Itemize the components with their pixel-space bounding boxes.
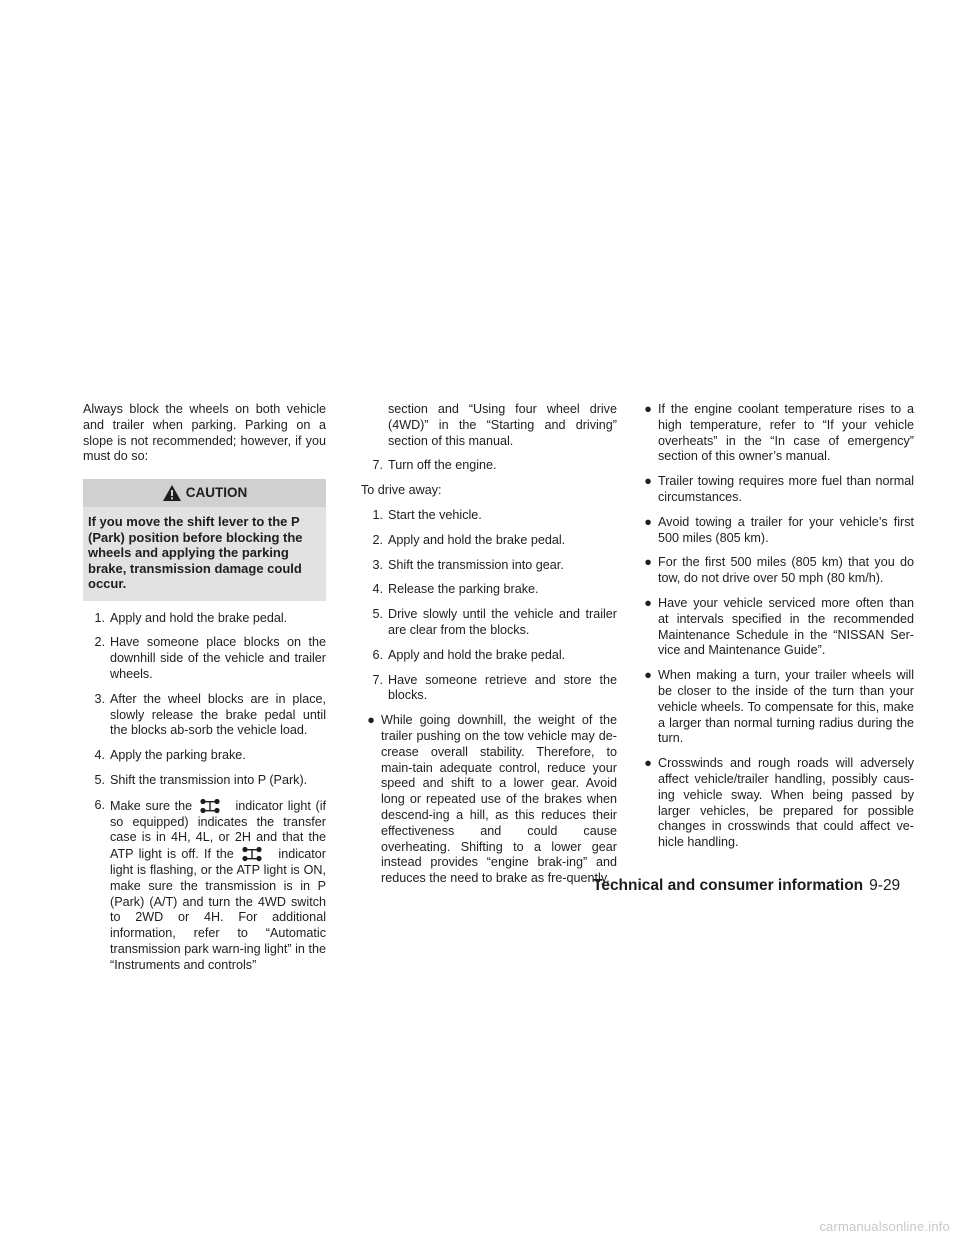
list-item-step-6: 6. Make sure the indicator light (if so equipped) indicates the transfer case is in 4H, 4L, or 2H and that the ATP light is off. If the indicator light is flashing, or the ATP light is ON, make sure the transmission is in P (Park) (A/T) and turn the 4WD switch to 2WD or 4H. For additional information, refer to “Automatic transmission park warn-ing light” in the “Instruments and controls” — [94, 797, 327, 972]
bullet-item: ● Have your vehicle serviced more often than at intervals specified in the recommended Maintenance Schedule in the “NISSAN Ser-vice and Maintenance Guide”. — [638, 596, 914, 659]
list-item: 7. Turn off the engine. — [372, 458, 497, 473]
4wd-indicator-icon — [199, 798, 221, 814]
bullet-icon: ● — [644, 555, 652, 570]
list-item: 3. After the wheel blocks are in place, slowly release the brake pedal until the blocks ab-sorb the vehicle load. — [94, 691, 326, 738]
list-item: 2. Apply and hold the brake pedal. — [372, 532, 566, 547]
list-item: 2. Have someone place blocks on the downhill side of the vehicle and trailer wheels. — [94, 635, 326, 682]
4wd-indicator-icon — [241, 846, 263, 862]
watermark: carmanualsonline.info — [819, 1219, 950, 1234]
bullet-icon: ● — [644, 474, 652, 489]
list-item: 4. Release the parking brake. — [372, 582, 539, 597]
step6-continued: section and “Using four wheel drive (4WD)” in the “Starting and driving” section of this manual. — [388, 402, 617, 448]
parking-steps — [83, 611, 326, 974]
bullet-icon: ● — [367, 713, 375, 728]
step6-part2: indicator light (if so equipped) indicates the transfer case is in 4H, 4L, or 2H and that the ATP light is off. If the — [110, 798, 327, 862]
step6-part1: Make sure the — [110, 798, 193, 813]
drive-away-steps — [361, 508, 617, 704]
list-item: 1. Apply and hold the brake pedal. — [94, 610, 288, 625]
bullet-icon: ● — [644, 595, 652, 610]
list-item: 5. Shift the transmission into P (Park). — [94, 773, 308, 788]
list-item: 1. Start the vehicle. — [372, 507, 482, 522]
column-middle — [361, 402, 617, 896]
bullet-item: ● Avoid towing a trailer for your vehicle’s first 500 miles (805 km). — [638, 515, 914, 547]
caution-box — [83, 479, 326, 601]
column-right — [638, 402, 914, 860]
list-item: 4. Apply the parking brake. — [94, 748, 246, 763]
caution-header — [83, 479, 326, 507]
warning-triangle-icon — [162, 484, 182, 502]
bullet-item: ● When making a turn, your trailer wheels will be closer to the inside of the turn than your vehicle wheels. To compensate for this, make a larger than normal turning radius during the turn. — [638, 668, 914, 747]
column-left — [83, 402, 326, 983]
bullet-item: ● If the engine coolant temperature rises to a high temperature, refer to “If your vehicle overheats” in the “In case of emergency” section of this owner’s manual. — [638, 402, 914, 465]
bullet-item: ● While going downhill, the weight of the trailer pushing on the tow vehicle may de-crease overall stability. Therefore, to main-tain adequate control, reduce your speed and shift to a lower gear. Avoid long or repeated use of the brakes when descend-ing a hill, as this reduces their effectiveness and could cause overheating. Shifting to a lower gear instead provides “engine brak-ing” and reduces the need to brake as fre-quently. — [361, 713, 617, 887]
page-footer — [593, 877, 900, 895]
step6-part3: indicator light is flashing, or the ATP light is ON, make sure the transmission is in P (Park) (A/T) and turn the 4WD switch to 2WD or 4H. For additional information, refer to “Automatic transmission park warn-ing light” in the “Instruments and controls” — [110, 847, 326, 972]
bullet-icon: ● — [644, 668, 652, 683]
drive-away-label: To drive away: — [361, 483, 442, 498]
page-number: 9-29 — [869, 877, 901, 894]
list-item: 7. Have someone retrieve and store the blocks. — [372, 672, 617, 703]
bullet-icon: ● — [644, 756, 652, 771]
list-item: 5. Drive slowly until the vehicle and trailer are clear from the blocks. — [372, 607, 617, 637]
list-item: 6. Apply and hold the brake pedal. — [372, 647, 566, 662]
intro-paragraph: Always block the wheels on both vehicle and trailer when parking. Parking on a slope is not recommended; however, if you must do so: — [83, 402, 326, 464]
section-title: Technical and consumer information — [593, 877, 864, 894]
list-item: 3. Shift the transmission into gear. — [372, 557, 564, 572]
bullet-item: ● Crosswinds and rough roads will adversely affect vehicle/trailer handling, possibly caus-ing vehicle sway. When being passed by larger vehicles, be prepared for possible changes in crosswinds that could affect ve-hicle handling. — [638, 756, 914, 851]
bullet-item: ● For the first 500 miles (805 km) that you do tow, do not drive over 50 mph (80 km/h). — [638, 555, 914, 587]
bullet-icon: ● — [644, 514, 652, 529]
caution-text: If you move the shift lever to the P (Park) position before blocking the wheels and applying the parking brake, transmission damage could occur. — [88, 514, 303, 592]
bullet-item: ● Trailer towing requires more fuel than normal circumstances. — [638, 474, 914, 506]
caution-title: CAUTION — [185, 485, 248, 501]
bullet-icon: ● — [644, 402, 652, 416]
